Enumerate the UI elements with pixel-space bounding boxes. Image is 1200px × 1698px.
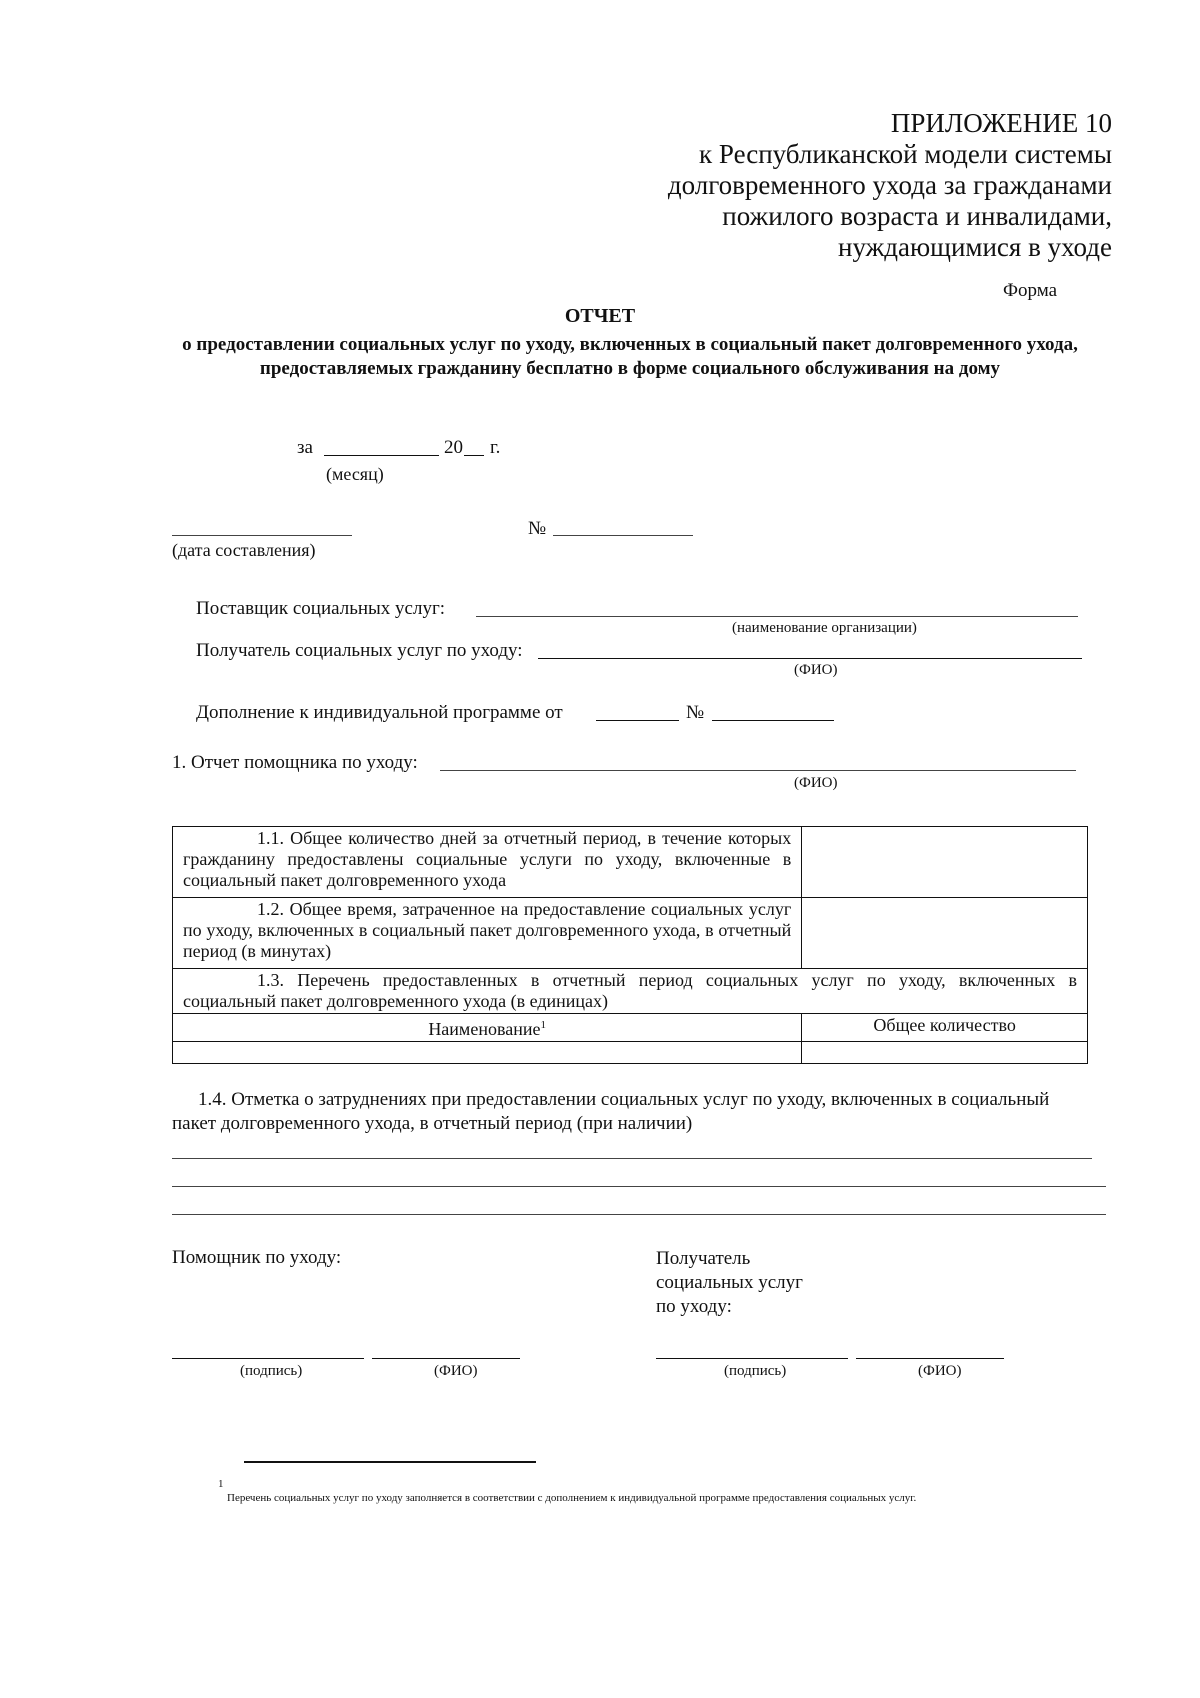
- recipient-name-field[interactable]: [856, 1358, 1004, 1359]
- recipient-caption: (ФИО): [794, 662, 838, 678]
- recipient-signature-label: [656, 1247, 803, 1319]
- appendix-header: [668, 108, 1112, 263]
- appendix-line: пожилого возраста и инвалидами,: [722, 201, 1112, 231]
- form-label: Форма: [1003, 280, 1058, 301]
- recipient-signature-field[interactable]: [656, 1358, 848, 1359]
- recipient-label-line: социальных услуг: [656, 1272, 803, 1293]
- recipient-label-line: Получатель: [656, 1248, 751, 1269]
- table-header-row: [173, 1014, 1088, 1042]
- assistant-signature-field[interactable]: [172, 1358, 364, 1359]
- year-suffix: г.: [490, 437, 501, 458]
- report-title: ОТЧЕТ: [564, 305, 636, 327]
- recipient-label-line: по уходу:: [656, 1296, 732, 1317]
- month-field[interactable]: [324, 455, 439, 456]
- assistant-signature-label: Помощник по уходу:: [172, 1247, 342, 1268]
- provider-label: Поставщик социальных услуг:: [196, 598, 446, 619]
- appendix-line: нуждающимися в уходе: [838, 232, 1112, 262]
- footnote-mark: 1: [218, 1478, 224, 1490]
- service-total-cell[interactable]: [802, 1042, 1088, 1064]
- footnote-separator: [244, 1461, 536, 1463]
- number-field[interactable]: [553, 535, 693, 536]
- col-total-header: Общее количество: [802, 1014, 1088, 1042]
- year-prefix: 20: [444, 437, 463, 458]
- assistant-report-field[interactable]: [440, 770, 1076, 771]
- difficulties-line[interactable]: [172, 1158, 1092, 1159]
- addendum-number-label: №: [686, 702, 705, 723]
- name-caption: (ФИО): [918, 1363, 962, 1379]
- year-field[interactable]: [464, 455, 484, 456]
- footnote-ref: 1: [540, 1019, 546, 1031]
- col-name-header: [173, 1014, 802, 1042]
- report-table: [172, 826, 1088, 1064]
- row-1-1-value-cell[interactable]: [802, 827, 1088, 898]
- assistant-name-field[interactable]: [372, 1358, 520, 1359]
- appendix-line: ПРИЛОЖЕНИЕ 10: [890, 108, 1112, 138]
- col-name-text: Наименование: [428, 1019, 541, 1039]
- addendum-number-field[interactable]: [712, 720, 834, 721]
- month-caption: (месяц): [326, 464, 384, 484]
- table-row: [173, 1042, 1088, 1064]
- table-row: [173, 898, 1088, 969]
- date-caption: (дата составления): [172, 540, 316, 560]
- table-row: [173, 969, 1088, 1014]
- recipient-field[interactable]: [538, 658, 1082, 659]
- recipient-label: Получатель социальных услуг по уходу:: [196, 640, 523, 661]
- signature-caption: (подпись): [240, 1363, 303, 1379]
- footnote-text: Перечень социальных услуг по уходу заполняется в соответствии с дополнением к индивидуальной программе предоставления социальных услуг.: [227, 1492, 917, 1504]
- period-prefix: за: [297, 437, 313, 458]
- name-caption: (ФИО): [434, 1363, 478, 1379]
- addendum-date-field[interactable]: [596, 720, 679, 721]
- appendix-line: долговременного ухода за гражданами: [667, 170, 1112, 200]
- date-field[interactable]: [172, 535, 352, 536]
- difficulties-line[interactable]: [172, 1214, 1106, 1215]
- service-name-cell[interactable]: [173, 1042, 802, 1064]
- report-subtitle: о предоставлении социальных услуг по уходу, включенных в социальный пакет долговременного ухода, предоставляемых гражданину бесплатно в форме социального обслуживания на дому: [182, 334, 1078, 379]
- addendum-label: Дополнение к индивидуальной программе от: [196, 702, 563, 723]
- number-label: №: [528, 518, 547, 539]
- appendix-line: к Республиканской модели системы: [699, 139, 1112, 169]
- table-row: [173, 827, 1088, 898]
- row-1-3-label: 1.3. Перечень предоставленных в отчетный период социальных услуг по уходу, включенных в социальный пакет долговременного ухода (в единицах): [173, 969, 1088, 1014]
- provider-field[interactable]: [476, 616, 1078, 617]
- assistant-report-label: 1. Отчет помощника по уходу:: [172, 752, 418, 773]
- row-1-1-label: 1.1. Общее количество дней за отчетный период, в течение которых гражданину предоставлены социальные услуги по уходу, включенные в социальный пакет долговременного ухода: [173, 827, 802, 898]
- row-1-2-value-cell[interactable]: [802, 898, 1088, 969]
- row-1-2-label: 1.2. Общее время, затраченное на предоставление социальных услуг по уходу, включенных в социальный пакет долговременного ухода, в отчетный период (в минутах): [173, 898, 802, 969]
- difficulties-line[interactable]: [172, 1186, 1106, 1187]
- difficulties-paragraph: 1.4. Отметка о затруднениях при предоставлении социальных услуг по уходу, включенных в социальный пакет долговременного ухода, в отчетный период (при наличии): [172, 1089, 1050, 1134]
- provider-caption: (наименование организации): [732, 620, 917, 636]
- assistant-report-caption: (ФИО): [794, 775, 838, 791]
- signature-caption: (подпись): [724, 1363, 787, 1379]
